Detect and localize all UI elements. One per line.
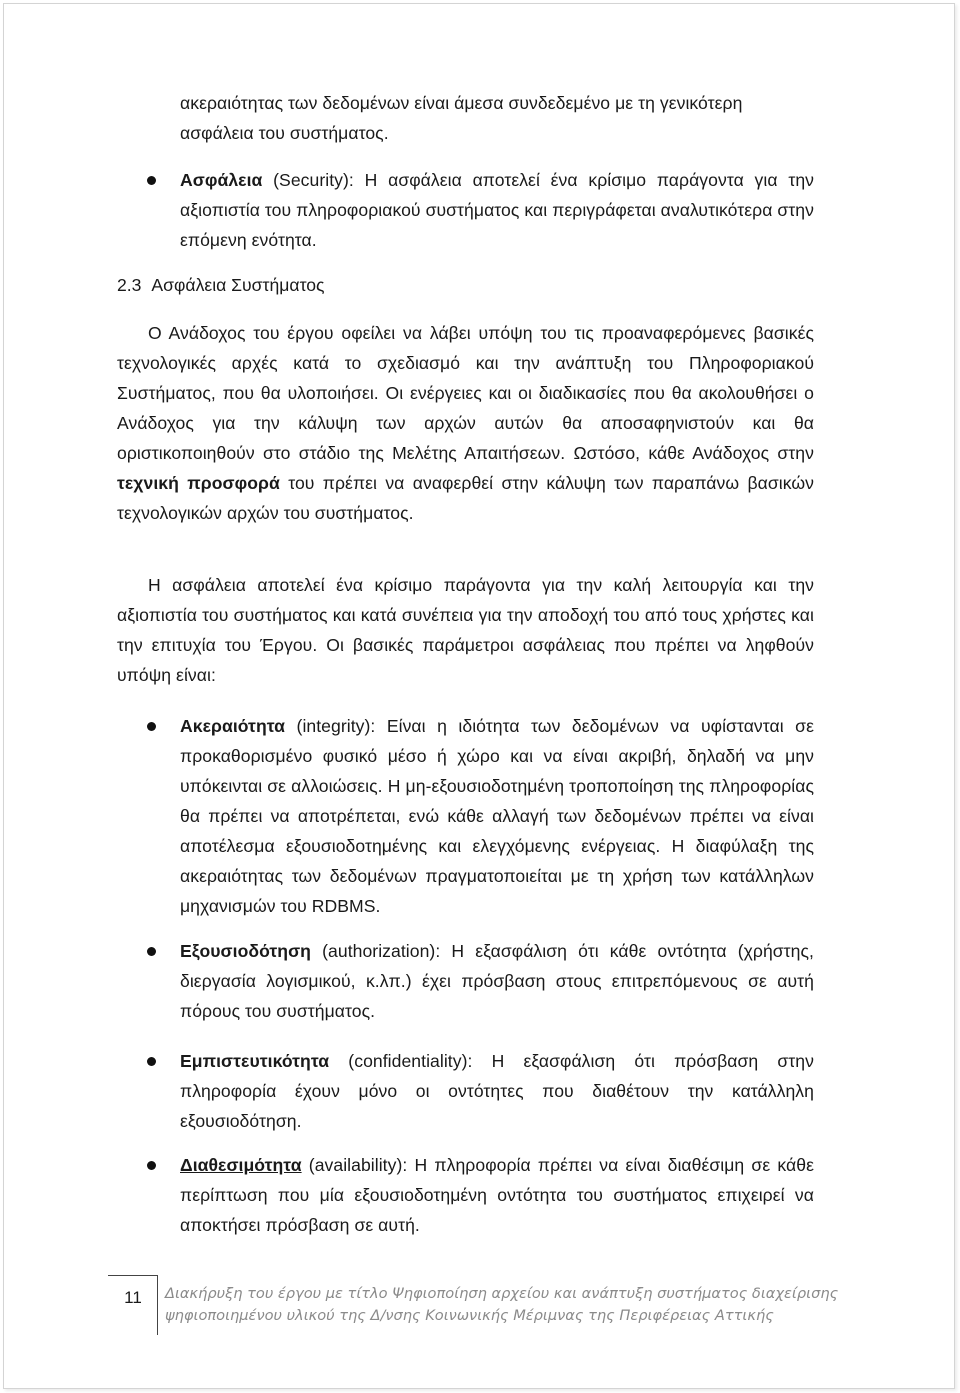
bullet-availability <box>180 1150 814 1240</box>
bullet-description: (authorization): Η εξασφάλιση ότι κάθε οντότητα (χρήστης, διεργασία λογισμικού, κ.λπ.) έχει πρόσβαση στους επιτρεπόμενους σε αυτή πόρους του συστήματος. <box>180 941 814 1021</box>
footer-caption <box>165 1283 855 1327</box>
paragraph-1-part-2: του πρέπει να αναφερθεί στην κάλυψη των παραπάνω βασικών τεχνολογικών αρχών του συστήματος. <box>117 473 815 523</box>
bullet-integrity <box>180 711 814 921</box>
technical-offer-emphasis: τεχνική προσφορά <box>117 473 280 493</box>
footer-line-1: Διακήρυξη του έργου με τίτλο Ψηφιοποίηση αρχείου και ανάπτυξη συστήματος διαχείρισης <box>165 1285 839 1302</box>
bullet-icon <box>147 176 156 185</box>
bullet-description: (availability): Η πληροφορία πρέπει να είναι διαθέσιμη σε κάθε περίπτωση που μία εξουσιοδοτημένη οντότητα του συστήματος επιχειρεί να αποκτήσει πρόσβαση σε αυτή. <box>180 1155 814 1235</box>
section-heading <box>117 270 325 300</box>
bullet-icon <box>147 722 156 731</box>
continuation-line-1: ακεραιότητας των δεδομένων είναι άμεσα συνδεδεμένο με τη γενικότερη <box>180 93 743 113</box>
bullet-term: Εμπιστευτικότητα <box>180 1051 330 1071</box>
footer-line-2: ψηφιοποιημένου υλικού της Δ/νσης Κοινωνικής Μέριμνας της Περιφέρειας Αττικής <box>165 1307 774 1324</box>
bullet-description: (integrity): Είναι η ιδιότητα των δεδομένων να υφίστανται σε προκαθορισμένο φυσικό μέσο ή χώρο και να είναι ακριβή, δηλαδή να μην υπόκεινται σε αλλοιώσεις. Η μη-εξουσιοδοτημένη τροποποίηση της πληροφορίας θα πρέπει να αποτρέπεται, ενώ κάθε αλλαγή των δεδομένων πρέπει να είναι αποτέλεσμα εξουσιοδοτημένης και ελεγχόμενης ενέργειας. Η διαφύλαξη της ακεραιότητας των δεδομένων πραγματοποιείται με τη χρήση των κατάλληλων μηχανισμών του RDBMS. <box>180 716 814 916</box>
bullet-term: Εξουσιοδότηση <box>180 941 311 961</box>
bullet-icon <box>147 947 156 956</box>
security-bullet-text <box>180 165 814 255</box>
footer-divider <box>157 1275 158 1335</box>
bullet-icon <box>147 1057 156 1066</box>
bullet-term: Ακεραιότητα <box>180 716 286 736</box>
paragraph-1-part-1: Ο Ανάδοχος του έργου οφείλει να λάβει υπόψη του τις προαναφερόμενες βασικές τεχνολογικές αρχές κατά το σχεδιασμό και την ανάπτυξη του Πληροφοριακού Συστήματος, που θα υλοποιήσει. Οι ενέργειες και οι διαδικασίες που θα ακολουθήσει ο Ανάδοχος για την κάλυψη των αρχών αυτών θα αποσαφηνιστούν και θα οριστικοποιηθούν στο στάδιο της Μελέτης Απαιτήσεων. Ωστόσο, κάθε Ανάδοχος στην <box>117 323 814 463</box>
page-number: 11 <box>124 1288 142 1307</box>
security-term: Ασφάλεια <box>180 170 263 190</box>
footer-rule <box>108 1275 158 1276</box>
continuation-text <box>180 88 820 148</box>
bullet-term: Διαθεσιμότητα <box>180 1155 302 1175</box>
bullet-icon <box>147 1161 156 1170</box>
bullet-authorization <box>180 936 814 1026</box>
bullet-confidentiality <box>180 1046 814 1136</box>
paragraph-1 <box>117 318 814 528</box>
paragraph-2 <box>117 570 814 690</box>
security-description: (Security): Η ασφάλεια αποτελεί ένα κρίσιμο παράγοντα για την αξιοπιστία του πληροφοριακού συστήματος και περιγράφεται αναλυτικότερα στην επόμενη ενότητα. <box>180 170 814 250</box>
continuation-line-2: ασφάλεια του συστήματος. <box>180 123 389 143</box>
bullet-description: (confidentiality): Η εξασφάλιση ότι πρόσβαση στην πληροφορία έχουν μόνο οι οντότητες που διαθέτουν την κατάλληλη εξουσιοδότηση. <box>180 1051 814 1131</box>
paragraph-2-text: Η ασφάλεια αποτελεί ένα κρίσιμο παράγοντα για την καλή λειτουργία και την αξιοπιστία του συστήματος και κατά συνέπεια για την αποδοχή του από τους χρήστες και την επιτυχία του Έργου. Οι βασικές παράμετροι ασφάλειας που πρέπει να ληφθούν υπόψη είναι: <box>117 575 814 685</box>
section-title: Ασφάλεια Συστήματος <box>151 275 325 295</box>
section-number: 2.3 <box>117 275 142 295</box>
